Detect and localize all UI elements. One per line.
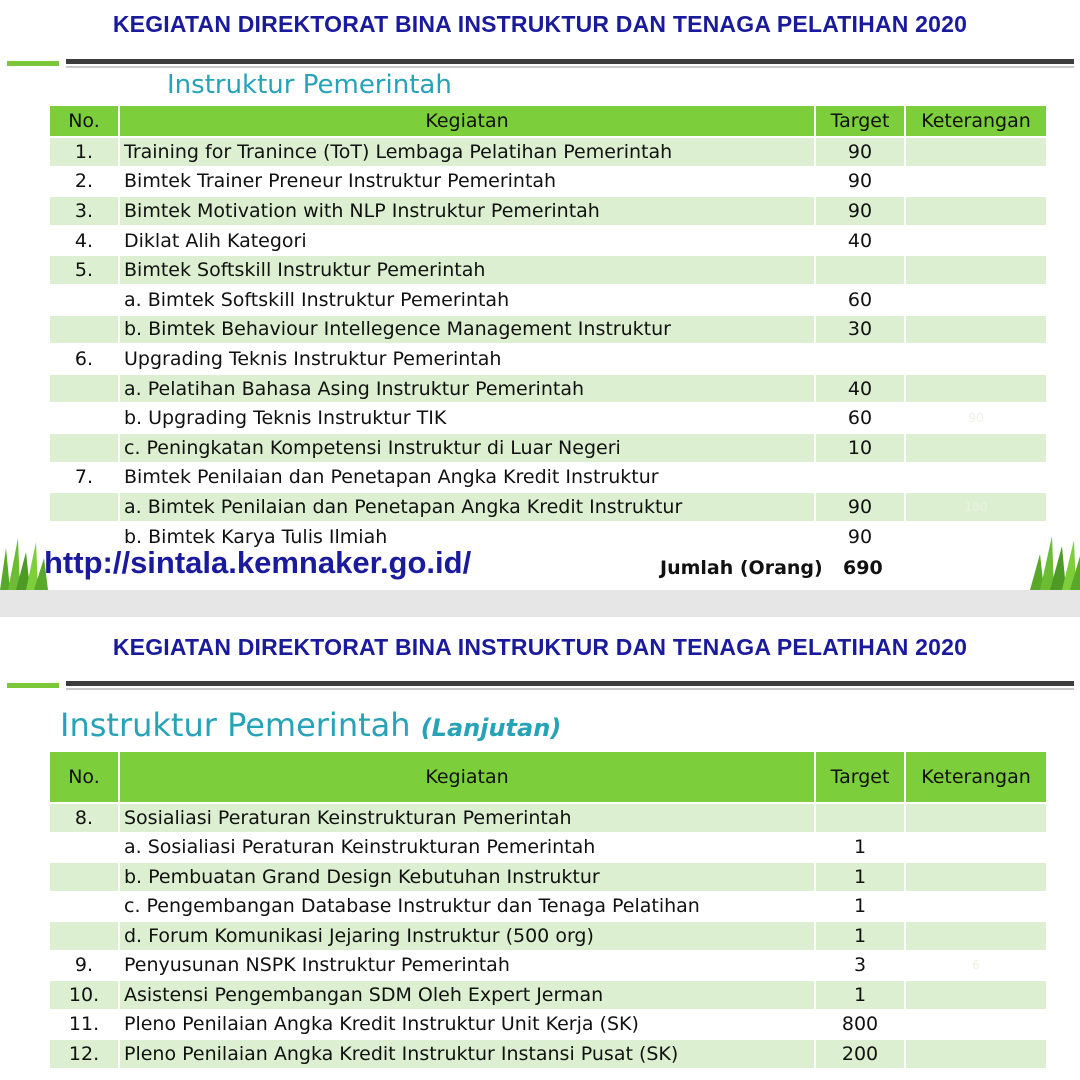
row-activity: a. Bimtek Penilaian dan Penetapan Angka Kredit Instruktur [120, 493, 816, 523]
row-number [50, 834, 120, 864]
row-note [906, 197, 1048, 227]
table-header-row [50, 752, 1048, 804]
row-note [906, 464, 1048, 494]
section-title: Instruktur Pemerintah [167, 70, 452, 100]
slide-title: KEGIATAN DIREKTORAT BINA INSTRUKTUR DAN TENAGA PELATIHAN 2020 [112, 634, 968, 660]
row-number [50, 316, 120, 346]
row-activity: Asistensi Pengembangan SDM Oleh Expert Jerman [120, 981, 816, 1011]
row-note [906, 863, 1048, 893]
row-activity: b. Pembuatan Grand Design Kebutuhan Instruktur [120, 863, 816, 893]
header-no: No. [50, 752, 120, 804]
slide-panel-2 [0, 617, 1080, 1080]
header-target: Target [816, 106, 906, 138]
row-note [906, 168, 1048, 198]
table-row [50, 863, 1048, 893]
row-activity: Training for Tranince (ToT) Lembaga Pelatihan Pemerintah [120, 138, 816, 168]
total-label: Jumlah (Orang) [660, 557, 823, 579]
panel-divider [0, 590, 1080, 617]
website-url[interactable]: http://sintala.kemnaker.go.id/ [44, 545, 472, 580]
grass-right-decoration [1020, 528, 1080, 590]
row-target: 90 [816, 138, 906, 168]
table-row [50, 834, 1048, 864]
row-activity: Bimtek Trainer Preneur Instruktur Pemerintah [120, 168, 816, 198]
row-note [906, 834, 1048, 864]
row-number [50, 863, 120, 893]
row-note [906, 316, 1048, 346]
header-activity: Kegiatan [120, 752, 816, 804]
title-rule [66, 59, 1074, 64]
row-target: 30 [816, 316, 906, 346]
row-target: 3 [816, 952, 906, 982]
row-activity: Upgrading Teknis Instruktur Pemerintah [120, 345, 816, 375]
row-activity: c. Peningkatan Kompetensi Instruktur di Luar Negeri [120, 434, 816, 464]
row-number [50, 404, 120, 434]
row-note [906, 256, 1048, 286]
row-note [906, 1040, 1048, 1070]
table-row [50, 434, 1048, 464]
table-row [50, 138, 1048, 168]
row-number [50, 375, 120, 405]
title-rule [66, 681, 1074, 686]
table-row [50, 893, 1048, 923]
table-row [50, 168, 1048, 198]
row-number: 7. [50, 464, 120, 494]
row-activity: Pleno Penilaian Angka Kredit Instruktur Unit Kerja (SK) [120, 1011, 816, 1041]
row-target: 40 [816, 375, 906, 405]
row-activity: Bimtek Motivation with NLP Instruktur Pemerintah [120, 197, 816, 227]
row-target [816, 804, 906, 834]
row-note [906, 922, 1048, 952]
table-header-row [50, 106, 1048, 138]
row-target: 1 [816, 922, 906, 952]
row-number: 11. [50, 1011, 120, 1041]
table-row [50, 464, 1048, 494]
row-target: 40 [816, 227, 906, 257]
title-rule-accent [7, 61, 59, 66]
row-target: 90 [816, 493, 906, 523]
table-row [50, 404, 1048, 434]
row-activity: Sosialiasi Peraturan Keinstrukturan Pemerintah [120, 804, 816, 834]
row-number [50, 286, 120, 316]
row-number: 1. [50, 138, 120, 168]
activity-table [50, 106, 1048, 552]
row-number: 4. [50, 227, 120, 257]
row-activity: Diklat Alih Kategori [120, 227, 816, 257]
row-note [906, 1011, 1048, 1041]
row-target: 1 [816, 863, 906, 893]
row-note [906, 138, 1048, 168]
row-target: 1 [816, 893, 906, 923]
row-target: 90 [816, 197, 906, 227]
row-target: 10 [816, 434, 906, 464]
slide-title: KEGIATAN DIREKTORAT BINA INSTRUKTUR DAN TENAGA PELATIHAN 2020 [112, 11, 968, 37]
header-target: Target [816, 752, 906, 804]
table-row [50, 197, 1048, 227]
row-activity: Penyusunan NSPK Instruktur Pemerintah [120, 952, 816, 982]
row-number: 2. [50, 168, 120, 198]
row-number: 12. [50, 1040, 120, 1070]
row-activity: b. Upgrading Teknis Instruktur TIK [120, 404, 816, 434]
row-note [906, 286, 1048, 316]
row-number: 9. [50, 952, 120, 982]
row-target: 200 [816, 1040, 906, 1070]
section-title [60, 706, 561, 744]
row-note [906, 345, 1048, 375]
row-number: 10. [50, 981, 120, 1011]
row-target: 800 [816, 1011, 906, 1041]
row-activity: Pleno Penilaian Angka Kredit Instruktur Instansi Pusat (SK) [120, 1040, 816, 1070]
row-number [50, 922, 120, 952]
row-target: 60 [816, 286, 906, 316]
table-row [50, 1040, 1048, 1070]
table-row [50, 952, 1048, 982]
total-value: 690 [843, 557, 883, 579]
table-row [50, 345, 1048, 375]
header-no: No. [50, 106, 120, 138]
row-note [906, 981, 1048, 1011]
row-target: 90 [816, 523, 906, 553]
row-note: 6 [906, 952, 1048, 982]
row-activity: a. Sosialiasi Peraturan Keinstrukturan Pemerintah [120, 834, 816, 864]
row-activity: Bimtek Penilaian dan Penetapan Angka Kredit Instruktur [120, 464, 816, 494]
row-activity: Bimtek Softskill Instruktur Pemerintah [120, 256, 816, 286]
row-number: 3. [50, 197, 120, 227]
row-target: 1 [816, 981, 906, 1011]
table-row [50, 256, 1048, 286]
row-number: 6. [50, 345, 120, 375]
row-target [816, 256, 906, 286]
title-rule-shadow [66, 688, 1074, 690]
row-activity: a. Pelatihan Bahasa Asing Instruktur Pemerintah [120, 375, 816, 405]
table-row [50, 981, 1048, 1011]
row-number [50, 493, 120, 523]
section-title-continuation: (Lanjutan) [420, 714, 562, 742]
row-activity: b. Bimtek Behaviour Intellegence Management Instruktur [120, 316, 816, 346]
table-row [50, 922, 1048, 952]
row-target: 60 [816, 404, 906, 434]
row-note: 180 [906, 493, 1048, 523]
title-rule-shadow [66, 66, 1074, 68]
row-note: 90 [906, 404, 1048, 434]
activity-table-continued [50, 752, 1048, 1070]
row-note [906, 804, 1048, 834]
row-note [906, 893, 1048, 923]
row-note [906, 375, 1048, 405]
table-row [50, 493, 1048, 523]
row-note [906, 227, 1048, 257]
title-rule-accent [7, 683, 59, 688]
row-target [816, 464, 906, 494]
header-note: Keterangan [906, 106, 1048, 138]
row-target [816, 345, 906, 375]
row-number: 5. [50, 256, 120, 286]
table-row [50, 227, 1048, 257]
header-activity: Kegiatan [120, 106, 816, 138]
row-number [50, 434, 120, 464]
row-note [906, 434, 1048, 464]
row-number [50, 893, 120, 923]
table-row [50, 375, 1048, 405]
table-row [50, 1011, 1048, 1041]
row-number: 8. [50, 804, 120, 834]
row-activity: d. Forum Komunikasi Jejaring Instruktur (500 org) [120, 922, 816, 952]
row-target: 1 [816, 834, 906, 864]
row-activity: b. Bimtek Karya Tulis Ilmiah [120, 523, 816, 553]
table-row [50, 286, 1048, 316]
row-activity: c. Pengembangan Database Instruktur dan Tenaga Pelatihan [120, 893, 816, 923]
table-row [50, 316, 1048, 346]
row-activity: a. Bimtek Softskill Instruktur Pemerintah [120, 286, 816, 316]
header-note: Keterangan [906, 752, 1048, 804]
row-target: 90 [816, 168, 906, 198]
table-row [50, 804, 1048, 834]
section-title-main: Instruktur Pemerintah [60, 706, 411, 744]
